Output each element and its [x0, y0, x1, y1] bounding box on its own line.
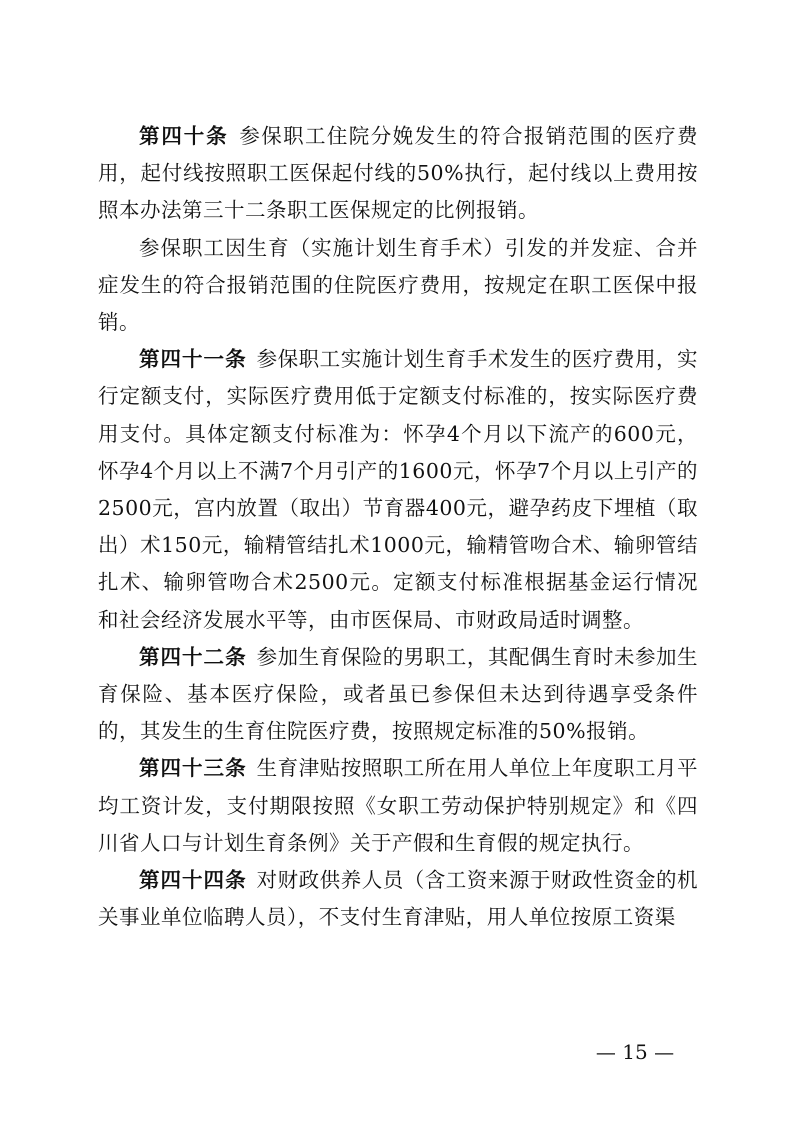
paragraph-complications [98, 230, 698, 342]
paragraph-text: 参保职工住院分娩发生的符合报销范围的医疗费用，起付线按照职工医保起付线的50%执行，起付线以上费用按照本办法第三十二条职工医保规定的比例报销。 [98, 124, 699, 223]
article-heading: 第四十条 [139, 124, 229, 148]
paragraph-article-40 [98, 118, 698, 230]
paragraph-article-42 [98, 639, 698, 751]
article-heading: 第四十一条 [139, 347, 247, 372]
paragraph-text: 参加生育保险的男职工，其配偶生育时未参加生育保险、基本医疗保险，或者虽已参保但未达到待遇享受条件的，其发生的生育住院医疗费，按照规定标准的50%报销。 [98, 644, 699, 744]
document-body [98, 118, 698, 936]
article-heading: 第四十四条 [139, 868, 247, 893]
paragraph-text: 对财政供养人员（含工资来源于财政性资金的机关事业单位临聘人员），不支付生育津贴，用人单位按原工资渠 [98, 868, 699, 930]
paragraph-article-44 [98, 862, 698, 936]
paragraph-text: 参保职工实施计划生育手术发生的医疗费用，实行定额支付，实际医疗费用低于定额支付标准的，按实际医疗费用支付。具体定额支付标准为：怀孕4个月以下流产的600元，怀孕4个月以上不满7个月引产的1600元，怀孕7个月以上引产的2500元，宫内放置（取出）节育器400元，避孕药皮下埋植（取出）术150元，输精管结扎术1000元，输精管吻合术、输卵管结扎术、输卵管吻合术2500元。定额支付标准根据基金运行情况和社会经济发展水平等，由市医保局、市财政局适时调整。 [98, 347, 699, 632]
paragraph-article-43 [98, 750, 698, 862]
page-number: — 15 — [595, 1040, 675, 1064]
paragraph-text: 生育津贴按照职工所在用人单位上年度职工月平均工资计发，支付期限按照《女职工劳动保护特别规定》和《四川省人口与计划生育条例》关于产假和生育假的规定执行。 [98, 756, 699, 855]
article-heading: 第四十二条 [139, 644, 247, 669]
paragraph-article-41 [98, 341, 698, 639]
paragraph-text: 参保职工因生育（实施计划生育手术）引发的并发症、合并症发生的符合报销范围的住院医疗费用，按规定在职工医保中报销。 [98, 235, 698, 335]
article-heading: 第四十三条 [139, 756, 247, 781]
